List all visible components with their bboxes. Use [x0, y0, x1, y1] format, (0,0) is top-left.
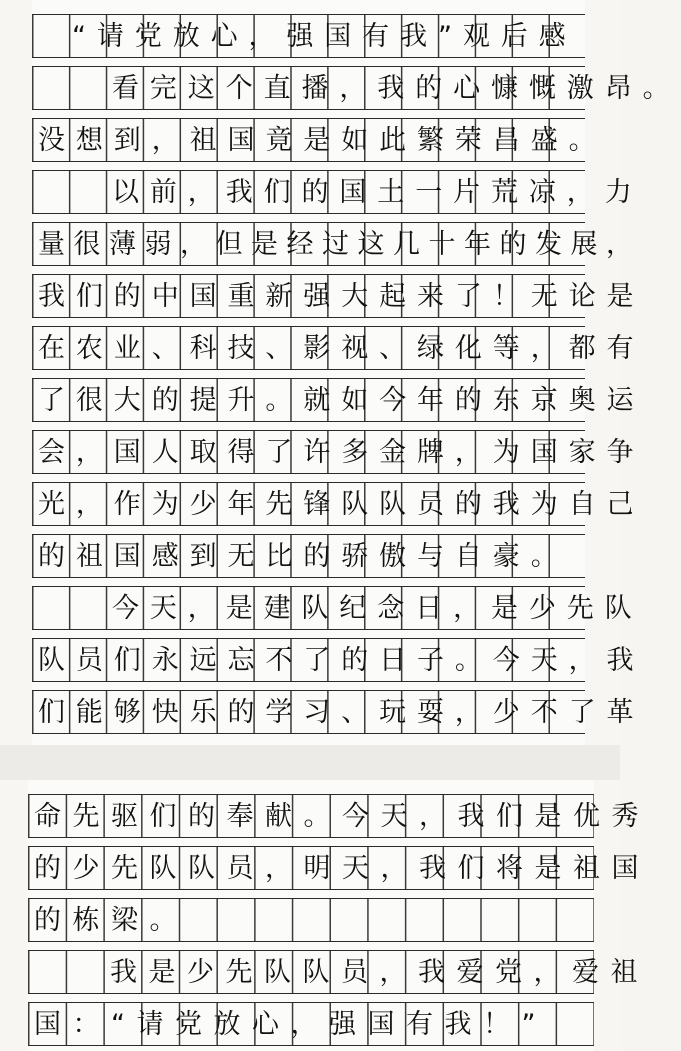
page-break [0, 745, 620, 780]
essay-line: 了很大的提升。就如今年的东京奥运 [38, 384, 645, 416]
grid-row [32, 14, 585, 58]
grid-row [32, 482, 645, 526]
grid-row [32, 690, 645, 734]
grid-row [32, 638, 645, 682]
essay-line: 光，作为少年先锋队队员的我为自己 [38, 488, 645, 520]
grid-row [32, 170, 643, 214]
grid-row [32, 222, 642, 266]
essay-line: 量很薄弱，但是经过这几十年的发展， [38, 228, 642, 260]
grid-row [28, 794, 650, 838]
grid-row [28, 846, 650, 890]
essay-line: 会，国人取得了许多金牌，为国家争 [38, 436, 645, 468]
essay-line: 的少先队队员，明天，我们将是祖国 [34, 852, 650, 884]
essay-line: 的栋梁。 [34, 904, 188, 936]
essay-line: 没想到，祖国竟是如此繁荣昌盛。 [38, 124, 607, 156]
grid-row [32, 534, 585, 578]
grid-row [32, 66, 681, 110]
grid-row [32, 586, 643, 630]
essay-line: 我是少先队队员，我爱党，爱祖 [110, 956, 649, 988]
essay-line: 命先驱们的奉献。今天，我们是优秀 [34, 800, 650, 832]
grid-row [32, 430, 645, 474]
grid-row [32, 118, 607, 162]
grid-row [32, 274, 645, 318]
grid-row [28, 950, 649, 994]
essay-line: 的祖国感到无比的骄傲与自豪。 [38, 540, 569, 572]
grid-row [28, 898, 594, 942]
essay-line: 以前，我们的国土一片荒凉，力 [112, 176, 643, 208]
grid-paper-top [32, 0, 681, 745]
grid-row [28, 1002, 594, 1046]
essay-line: 队员们永远忘不了的日子。今天，我 [38, 644, 645, 676]
essay-title: “请党放心，强国有我”观后感 [72, 20, 577, 52]
grid-paper-bottom [28, 780, 650, 1051]
grid-row [32, 326, 645, 370]
essay-line: 我们的中国重新强大起来了！无论是 [38, 280, 645, 312]
essay-line: 看完这个直播，我的心慷慨激昂。 [112, 72, 681, 104]
essay-line: 们能够快乐的学习、玩耍，少不了革 [38, 696, 645, 728]
essay-line: 今天，是建队纪念日，是少先队 [112, 592, 643, 624]
grid-row [32, 378, 645, 422]
essay-line: 国：“请党放心，强国有我！” [34, 1008, 547, 1040]
essay-line: 在农业、科技、影视、绿化等，都有 [38, 332, 645, 364]
